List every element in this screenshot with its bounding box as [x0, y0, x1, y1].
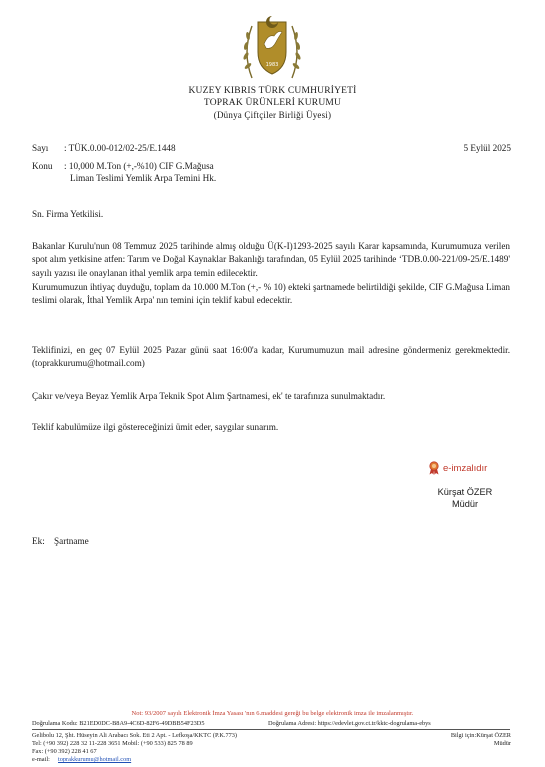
svg-text:1983: 1983 [265, 62, 279, 68]
body-paragraph: Teklif kabulümüze ilgi göstereceğinizi ümit eder, saygılar sunarım. [32, 422, 279, 432]
verification-address: Doğrulama Adresi: https://edevlet.gov.ct.tr/kktc-dogrulama-ebys [268, 720, 431, 727]
ribbon-seal-icon [428, 461, 440, 475]
subject-line-1: : 10,000 M.Ton (+,-%10) CIF G.Mağusa [64, 161, 214, 171]
verification-code: Doğrulama Kodu: B21ED0DC-B8A9-4C6D-82F6-49DBB54F23D5 [32, 720, 205, 727]
phone-numbers: Tel: (+90 392) 228 32 11-228 3651 Mobil: (+90 533) 825 78 89 [32, 740, 193, 747]
body-paragraph: Teklifinizi, en geç 07 Eylül 2025 Pazar günü saat 16:00'a kadar, Kurumumuzun mail adresine göndermeniz gerekmektedir. (toprakkurumu@hotmail.com) [32, 345, 510, 369]
footer-divider [32, 729, 510, 730]
document-date: 5 Eylül 2025 [463, 143, 511, 153]
e-signature-label: e-imzalıdır [443, 462, 488, 474]
attachment-label: Ek: [32, 536, 45, 546]
institution-name: TOPRAK ÜRÜNLERİ KURUMU [203, 98, 342, 108]
signer-title: Müdür [451, 499, 479, 509]
body-paragraph: Çakır ve/veya Beyaz Yemlik Arpa Teknik Spot Alım Şartnamesi, ek' te tarafınıza sunulmaktadır. [32, 391, 386, 401]
email-label: e-mail: [32, 756, 50, 763]
attachment-name: Şartname [54, 536, 89, 546]
salutation: Sn. Firma Yetkilisi. [32, 209, 104, 219]
subject-line-2: Liman Teslimi Yemlik Arpa Temini Hk. [70, 173, 217, 183]
subject-label: Konu [32, 161, 53, 171]
email-link[interactable]: toprakkurumu@hotmail.com [58, 756, 132, 763]
contact-person-title: Müdür [493, 740, 511, 747]
legal-note: Not: 93/2007 sayılı Elektronik İmza Yasası 'nın 6.maddesi gereği bu belge elektronik imza ile imzalanmıştır. [131, 710, 414, 717]
body-paragraph: Kurumumuzun ihtiyaç duyduğu, toplam da 10.000 M.Ton (+,- % 10) ekteki şartnamede belirtildiği şekilde, CIF G.Mağusa Liman teslimi olarak, İthal Yemlik Arpa' nın temini için teklif kabul edecektir. [32, 282, 510, 306]
institution-country: KUZEY KIBRIS TÜRK CUMHURİYETİ [188, 86, 357, 96]
fax-number: Fax: (+90 392) 228 41 67 [32, 748, 97, 755]
institution-membership: (Dünya Çiftçiler Birliği Üyesi) [213, 110, 332, 120]
reference-number: : TÜK.0.00-012/02-25/E.1448 [64, 143, 176, 153]
signer-name: Kürşat ÖZER [437, 487, 493, 497]
reference-number-label: Sayı [32, 143, 49, 153]
body-paragraph: Bakanlar Kurulu'nun 08 Temmuz 2025 tarihinde almış olduğu Ü(K-I)1293-2025 sayılı Karar kapsamında, Kurumumuza verilen spot alım yetkisine atfen: Tarım ve Doğal Kaynaklar Bakanlığı tarafından, 05 Eylül 2025 tarihinde ‘TDB.0.00-221/09-25/E.1489' sayılı yazısı ile onaylanan ithal yemlik arpa temin edilecektir. [32, 241, 510, 278]
contact-person: Bilgi için:Kürşat ÖZER [450, 732, 511, 739]
e-signature-badge [428, 461, 487, 475]
postal-address: Gelibolu 12, Şht. Hüseyin Ali Arabacı Sok. Eti 2 Apt. - Lefkoşa/KKTC (P.K.773) [32, 732, 237, 739]
state-emblem [238, 8, 306, 88]
